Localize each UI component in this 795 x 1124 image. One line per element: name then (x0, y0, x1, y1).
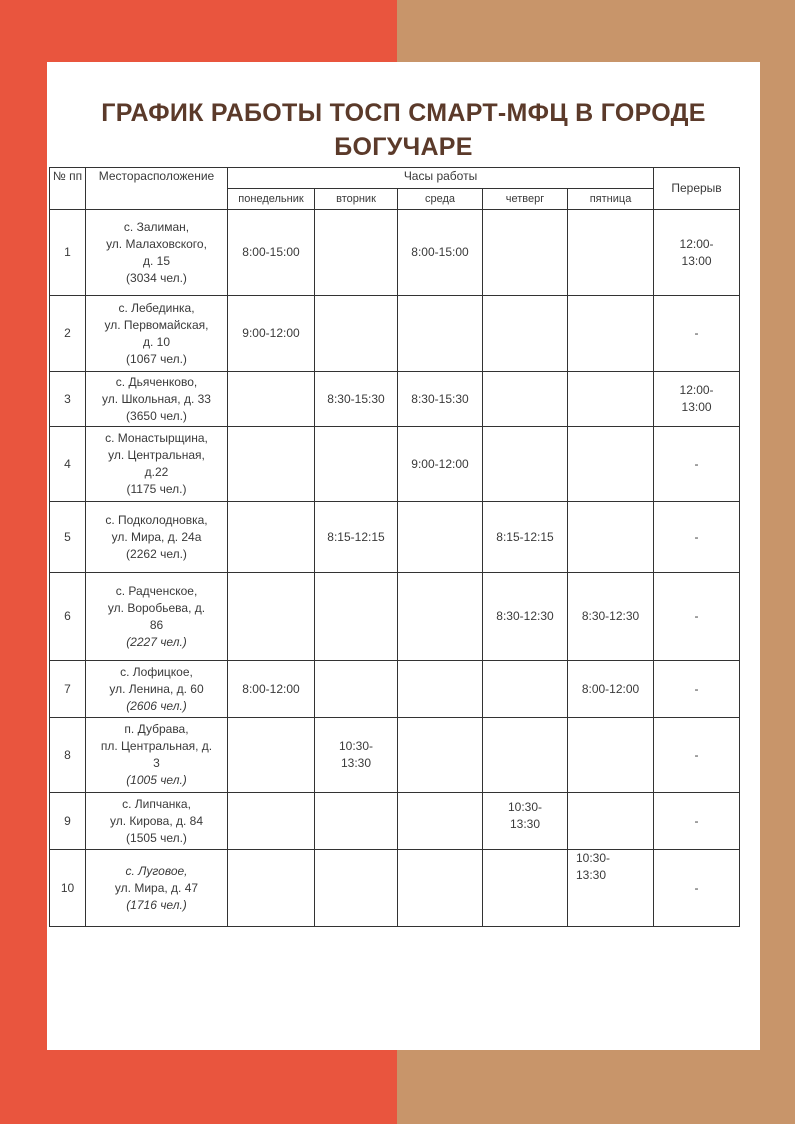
break-cell: - (654, 502, 740, 573)
hours-cell-tue (315, 661, 398, 718)
page-title: ГРАФИК РАБОТЫ ТОСП СМАРТ-МФЦ В ГОРОДЕ БОГУЧАРЕ (101, 99, 706, 161)
row-number: 3 (50, 372, 86, 427)
location-cell (86, 427, 228, 502)
location-cell (86, 502, 228, 573)
location-address: ул. Школьная, д. 33 (102, 391, 211, 406)
table-row (50, 718, 740, 793)
hours-cell-mon: 8:00-15:00 (228, 210, 315, 296)
location-population: (3034 чел.) (126, 270, 187, 285)
row-number: 5 (50, 502, 86, 573)
hours-cell-mon (228, 573, 315, 661)
table-row (50, 502, 740, 573)
row-number: 9 (50, 793, 86, 850)
table-row (50, 372, 740, 427)
table-row (50, 296, 740, 372)
hours-cell-thu: 8:30-12:30 (483, 573, 568, 661)
hours-cell-wed (398, 718, 483, 793)
hours-cell-fri (568, 296, 654, 372)
hours-cell-wed (398, 850, 483, 927)
location-population: (2606 чел.) (126, 698, 187, 713)
header-wednesday: среда (398, 189, 483, 210)
hours-cell-mon (228, 502, 315, 573)
hours-cell-fri: 8:00-12:00 (568, 661, 654, 718)
row-number: 8 (50, 718, 86, 793)
hours-cell-tue (315, 850, 398, 927)
hours-cell-mon (228, 718, 315, 793)
location-settlement: с. Липчанка, (122, 796, 191, 811)
hours-cell-wed: 8:30-15:30 (398, 372, 483, 427)
location-address: ул. Первомайская, д. 10 (104, 317, 209, 349)
header-friday: пятница (568, 189, 654, 210)
header-location: Месторасположение (86, 168, 228, 210)
location-settlement: с. Дьяченково, (115, 374, 198, 389)
hours-cell-fri (568, 372, 654, 427)
hours-cell-wed: 9:00-12:00 (398, 427, 483, 502)
break-cell: - (654, 661, 740, 718)
table-row (50, 573, 740, 661)
hours-cell-thu: 10:30- 13:30 (483, 793, 568, 850)
hours-cell-thu: 8:15-12:15 (483, 502, 568, 573)
location-cell (86, 793, 228, 850)
location-cell (86, 296, 228, 372)
break-cell: - (654, 850, 740, 927)
hours-cell-fri (568, 718, 654, 793)
document-sheet (47, 62, 760, 1050)
location-population: (1175 чел.) (126, 482, 187, 496)
location-population: (2262 чел.) (126, 546, 187, 561)
location-address: ул. Воробьева, д. 86 (107, 600, 206, 632)
location-settlement: с. Подколодновка, (105, 512, 208, 527)
location-settlement: с. Залиман, (123, 219, 190, 234)
hours-cell-thu (483, 210, 568, 296)
location-address: ул. Центральная, д.22 (108, 448, 205, 479)
location-address: ул. Малаховского, д. 15 (106, 236, 207, 268)
location-address: ул. Ленина, д. 60 (109, 681, 204, 696)
break-cell: 12:00- 13:00 (654, 372, 740, 427)
header-tuesday: вторник (315, 189, 398, 210)
table-row (50, 210, 740, 296)
hours-cell-mon (228, 850, 315, 927)
hours-cell-tue (315, 210, 398, 296)
hours-cell-tue (315, 793, 398, 850)
row-number: 10 (50, 850, 86, 927)
hours-cell-fri: 10:30- 13:30 (568, 850, 654, 927)
location-cell (86, 372, 228, 427)
hours-cell-mon: 9:00-12:00 (228, 296, 315, 372)
row-number: 2 (50, 296, 86, 372)
location-population: (1005 чел.) (126, 773, 187, 787)
hours-cell-tue: 10:30- 13:30 (315, 718, 398, 793)
location-population: (1716 чел.) (126, 897, 187, 912)
hours-cell-fri: 8:30-12:30 (568, 573, 654, 661)
location-address: ул. Кирова, д. 84 (109, 813, 204, 828)
row-number: 7 (50, 661, 86, 718)
location-population: (1505 чел.) (126, 830, 187, 845)
break-cell: - (654, 427, 740, 502)
header-monday: понедельник (228, 189, 315, 210)
schedule-table (49, 167, 740, 927)
table-row (50, 661, 740, 718)
table-row (50, 427, 740, 502)
hours-cell-mon: 8:00-12:00 (228, 661, 315, 718)
location-cell (86, 210, 228, 296)
location-population: (2227 чел.) (126, 634, 187, 649)
hours-cell-thu (483, 296, 568, 372)
hours-cell-wed (398, 793, 483, 850)
location-address: пл. Центральная, д. 3 (100, 739, 213, 770)
header-num: № пп (50, 168, 86, 210)
hours-cell-tue (315, 573, 398, 661)
hours-cell-thu (483, 718, 568, 793)
break-cell: 12:00- 13:00 (654, 210, 740, 296)
location-settlement: п. Дубрава, (124, 722, 189, 736)
header-break: Перерыв (654, 168, 740, 210)
break-cell: - (654, 573, 740, 661)
location-population: (3650 чел.) (126, 408, 187, 423)
location-cell (86, 573, 228, 661)
hours-cell-tue (315, 427, 398, 502)
location-cell (86, 718, 228, 793)
hours-cell-tue: 8:15-12:15 (315, 502, 398, 573)
hours-cell-mon (228, 372, 315, 427)
hours-cell-mon (228, 427, 315, 502)
hours-cell-thu (483, 427, 568, 502)
hours-cell-wed (398, 296, 483, 372)
location-address: ул. Мира, д. 47 (114, 880, 199, 895)
row-number: 1 (50, 210, 86, 296)
header-hours: Часы работы (228, 168, 654, 189)
hours-cell-fri (568, 210, 654, 296)
location-address: ул. Мира, д. 24а (111, 529, 202, 544)
location-settlement: с. Монастырщина, (105, 431, 208, 445)
table-row (50, 850, 740, 927)
location-population: (1067 чел.) (126, 351, 187, 366)
location-cell (86, 661, 228, 718)
location-settlement: с. Радченское, (115, 583, 198, 598)
hours-cell-fri (568, 502, 654, 573)
row-number: 4 (50, 427, 86, 502)
hours-cell-tue: 8:30-15:30 (315, 372, 398, 427)
hours-cell-fri (568, 793, 654, 850)
break-cell: - (654, 718, 740, 793)
hours-cell-wed: 8:00-15:00 (398, 210, 483, 296)
hours-cell-thu (483, 372, 568, 427)
location-settlement: с. Лофицкое, (120, 664, 193, 679)
table-row (50, 793, 740, 850)
row-number: 6 (50, 573, 86, 661)
break-cell: - (654, 296, 740, 372)
hours-cell-wed (398, 661, 483, 718)
hours-cell-wed (398, 502, 483, 573)
break-cell: - (654, 793, 740, 850)
hours-cell-tue (315, 296, 398, 372)
hours-cell-wed (398, 573, 483, 661)
hours-cell-mon (228, 793, 315, 850)
hours-cell-fri (568, 427, 654, 502)
location-settlement: с. Лебединка, (118, 300, 195, 315)
hours-cell-thu (483, 850, 568, 927)
hours-cell-thu (483, 661, 568, 718)
location-settlement: с. Луговое, (125, 863, 188, 878)
header-thursday: четверг (483, 189, 568, 210)
location-cell (86, 850, 228, 927)
